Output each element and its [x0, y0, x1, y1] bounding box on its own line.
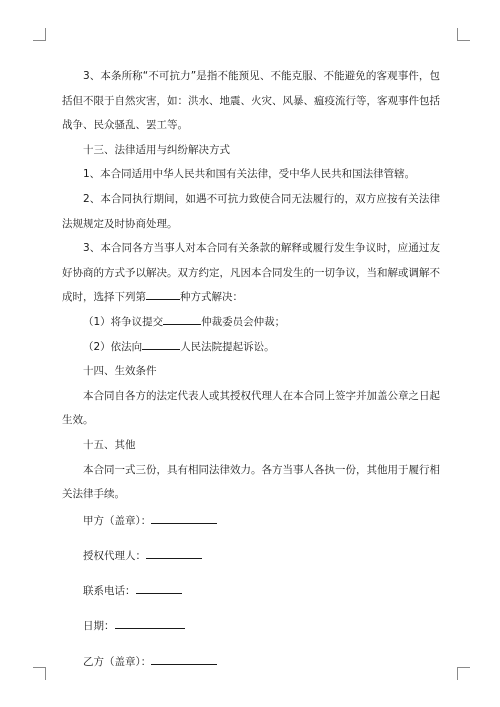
blank-arbitration[interactable] — [163, 313, 201, 325]
option-2-text-a: （2）依法向 — [83, 340, 143, 353]
paragraph-13-2: 2、本合同执行期间，如遇不可抗力致使合同无法履行的，双方应按有关法律法规规定及时协商处理。 — [62, 192, 440, 230]
paragraph-force-majeure: 3、本条所称“不可抗力”是指不能预见、不能克服、不能避免的客观事件，包括但不限于自然灾害，如：洪水、地震、火灾、风暴、瘟疫流行等，客观事件包括战争、民众骚乱、罢工等。 — [62, 70, 440, 132]
signature-agent — [62, 544, 440, 569]
crop-mark-bottom-right — [457, 667, 470, 680]
paragraph-13-3 — [62, 236, 440, 310]
option-2-text-b: 人民法院提起诉讼。 — [180, 340, 275, 353]
crop-mark-top-right — [457, 28, 470, 41]
paragraph-13-3-tail: 种方式解决： — [180, 291, 243, 304]
blank-party-a[interactable] — [151, 512, 217, 524]
signature-party-b — [62, 650, 440, 675]
option-1-text-a: （1）将争议提交 — [83, 315, 164, 328]
signature-party-b-label: 乙方（盖章）： — [83, 655, 152, 668]
crop-mark-top-left — [33, 28, 46, 41]
signature-party-a — [62, 509, 440, 534]
section-heading-13: 十三、法律适用与纠纷解决方式 — [83, 143, 230, 156]
signature-phone — [62, 579, 440, 604]
blank-party-b[interactable] — [151, 653, 217, 665]
blank-date[interactable] — [115, 617, 185, 629]
crop-mark-bottom-left — [33, 667, 46, 680]
signature-phone-label: 联系电话： — [83, 585, 136, 598]
signature-party-a-label: 甲方（盖章）： — [83, 515, 152, 528]
paragraph-13-1: 1、本合同适用中华人民共和国有关法律，受中华人民共和国法律管辖。 — [83, 168, 416, 181]
blank-agent[interactable] — [146, 547, 202, 559]
option-1-text-b: 仲裁委员会仲裁； — [201, 315, 286, 328]
option-2 — [62, 335, 440, 360]
paragraph-13-3-text: 3、本合同各方当事人对本合同有关条款的解释或履行发生争议时，应通过友好协商的方式予以解决。双方约定，凡因本合同发生的一切争议，当和解或调解不成时，选择下列第 — [62, 242, 440, 304]
paragraph-15: 本合同一式三份，具有相同法律效力。各方当事人各执一份，其他用于履行相关法律手续。 — [62, 463, 440, 501]
blank-choice[interactable] — [146, 288, 180, 300]
blank-phone[interactable] — [136, 582, 182, 594]
signature-date — [62, 614, 440, 639]
section-heading-14: 十四、生效条件 — [83, 365, 157, 378]
signature-date-label: 日期： — [83, 620, 115, 633]
section-heading-15: 十五、其他 — [83, 438, 136, 451]
document-body — [62, 64, 440, 685]
option-1 — [62, 310, 440, 335]
blank-court[interactable] — [142, 338, 180, 350]
paragraph-14: 本合同自各方的法定代表人或其授权代理人在本合同上签字并加盖公章之日起生效。 — [62, 389, 440, 427]
signature-agent-label: 授权代理人： — [83, 550, 146, 563]
